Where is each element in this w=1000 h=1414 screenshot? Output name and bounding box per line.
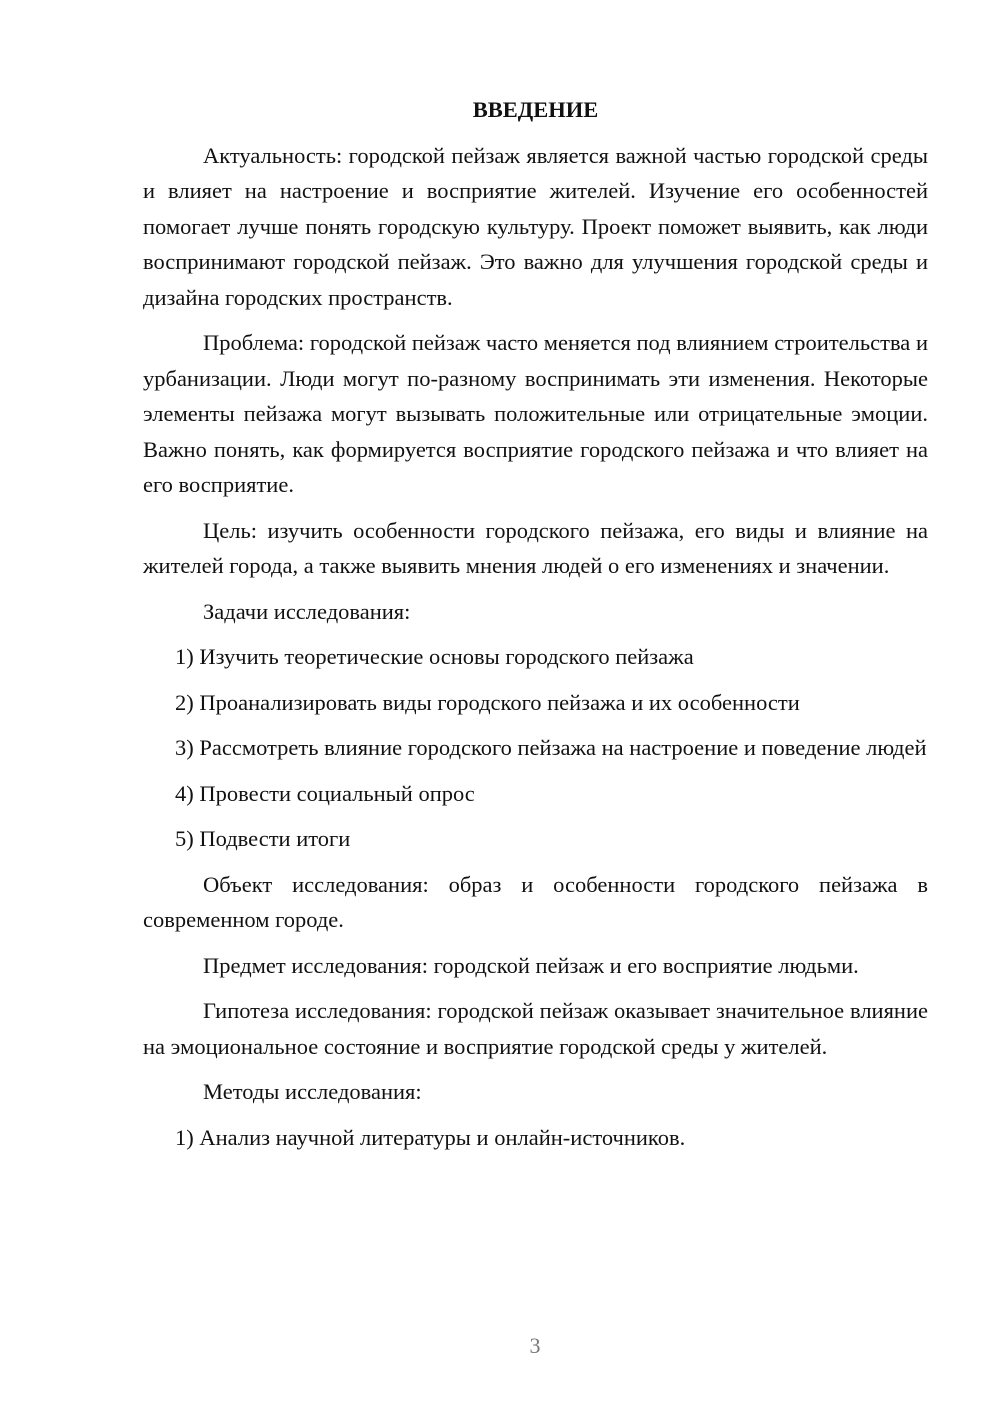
method-item-1: 1) Анализ научной литературы и онлайн-источников. [175, 1124, 686, 1150]
page-content [143, 92, 928, 1165]
tasks-heading: Задачи исследования: [203, 598, 411, 624]
goal-paragraph: Цель: изучить особенности городского пейзажа, его виды и влияние на жителей города, а также выявить мнения людей о его изменениях и значении. [143, 517, 928, 578]
page-title: ВВЕДЕНИЕ [472, 97, 599, 122]
relevance-paragraph: Актуальность: городской пейзаж является важной частью городской среды и влияет на настроение и восприятие жителей. Изучение его особенностей помогает лучше понять городскую культуру. Проект поможет выявить, как люди воспринимают городской пейзаж. Это важно для улучшения городской среды и дизайна городских пространств. [143, 142, 928, 310]
task-item-2: 2) Проанализировать виды городского пейзажа и их особенности [175, 689, 800, 715]
task-item-1: 1) Изучить теоретические основы городского пейзажа [175, 644, 694, 669]
hypothesis-paragraph: Гипотеза исследования: городской пейзаж оказывает значительное влияние на эмоциональное состояние и восприятие городской среды у жителей. [143, 998, 928, 1059]
problem-paragraph: Проблема: городской пейзаж часто меняется под влиянием строительства и урбанизации. Люди могут по-разному воспринимать эти изменения. Некоторые элементы пейзажа могут вызывать положительные или отрицательные эмоции. Важно понять, как формируется восприятие городского пейзажа и что влияет на его восприятие. [143, 330, 928, 497]
task-item-4: 4) Провести социальный опрос [175, 780, 475, 806]
object-paragraph: Объект исследования: образ и особенности городского пейзажа в современном городе. [143, 871, 928, 932]
subject-paragraph: Предмет исследования: городской пейзаж и его восприятие людьми. [203, 952, 859, 978]
task-item-3: 3) Рассмотреть влияние городского пейзажа на настроение и поведение людей [175, 735, 927, 760]
page-number: 3 [529, 1333, 541, 1358]
task-item-5: 5) Подвести итоги [175, 826, 351, 851]
methods-heading: Методы исследования: [203, 1079, 422, 1104]
